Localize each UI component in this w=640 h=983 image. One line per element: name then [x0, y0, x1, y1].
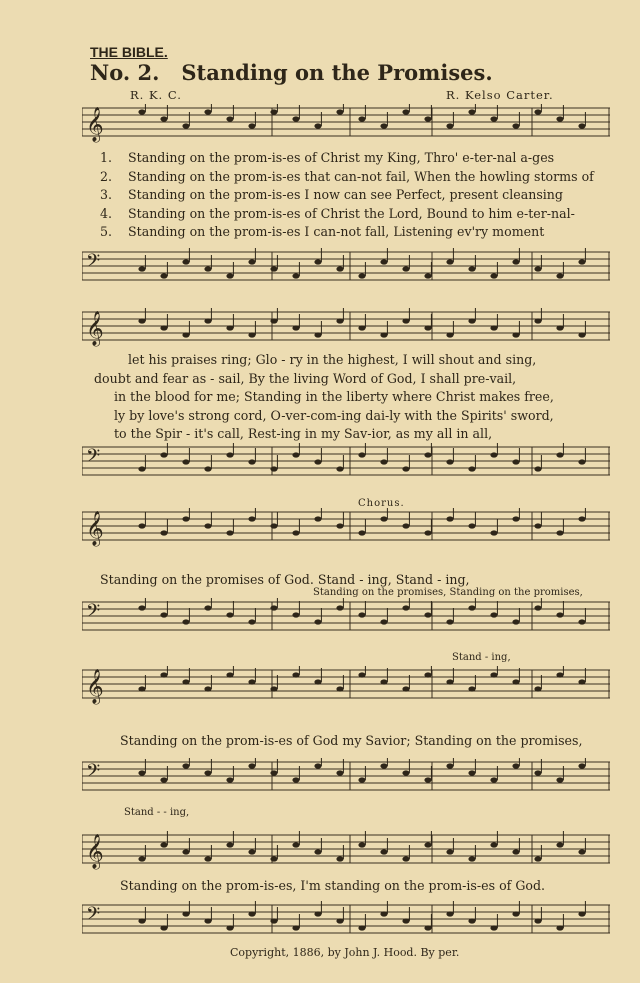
copyright: Copyright, 1886, by John J. Hood. By per. — [230, 946, 460, 959]
verse-lines-1 — [100, 150, 594, 243]
svg-text:𝄢: 𝄢 — [86, 446, 101, 471]
verse-3 — [100, 187, 594, 206]
verse-number: 5. — [100, 224, 113, 239]
svg-text:𝄞: 𝄞 — [86, 669, 104, 704]
verse-4-cont: ly by love's strong cord, O-ver-com-ing dai-ly with the Spirits' sword, — [114, 407, 554, 423]
svg-text:𝄢: 𝄢 — [86, 761, 101, 786]
bass-staff — [82, 248, 612, 288]
chorus-label: Chorus. — [358, 498, 405, 509]
verse-text: Standing on the prom-is-es I can-not fall, Listening ev'ry moment — [128, 224, 545, 239]
bass-staff — [82, 443, 612, 483]
verse-5 — [100, 224, 594, 243]
verse-number: 4. — [100, 205, 113, 221]
section-label: THE BIBLE. — [90, 44, 168, 60]
chorus-line-2: Standing on the prom-is-es of God my Savior; Standing on the promises, — [120, 733, 583, 748]
treble-staff — [82, 308, 612, 348]
svg-text:𝄞: 𝄞 — [86, 107, 104, 142]
verse-5-cont: to the Spir - it's call, Rest-ing in my Sav-ior, as my all in all, — [114, 426, 493, 441]
chorus-top-line-3: Stand - - ing, — [124, 807, 190, 818]
verse-number: 1. — [100, 150, 113, 165]
verse-4 — [100, 206, 594, 225]
chorus-line-3: Standing on the prom-is-es, I'm standing on the prom-is-es of God. — [120, 878, 546, 893]
bass-staff — [82, 901, 612, 941]
svg-text:𝄞: 𝄞 — [86, 311, 104, 346]
verse-3-cont: in the blood for me; Standing in the liberty where Christ makes free, — [114, 389, 554, 404]
verse-1-cont: let his praises ring; Glo - ry in the highest, I will shout and sing, — [128, 352, 537, 367]
treble-staff — [82, 508, 612, 548]
verse-text: Standing on the prom-is-es of Christ the Lord, Bound to him e-ter-nal- — [128, 205, 575, 221]
chorus-bass-line-1: Standing on the promises, Standing on the promises, — [313, 587, 583, 598]
verse-number: 3. — [100, 187, 113, 202]
svg-text:𝄢: 𝄢 — [86, 251, 101, 276]
verse-2-cont: doubt and fear as - sail, By the living Word of God, I shall pre-vail, — [94, 370, 517, 386]
treble-staff — [82, 104, 612, 144]
bass-staff — [82, 758, 612, 798]
svg-text:𝄢: 𝄢 — [86, 904, 101, 929]
hymn-title — [90, 60, 493, 85]
hymn-title-text: Standing on the Promises. — [181, 60, 493, 85]
hymn-number: No. 2. — [90, 60, 160, 85]
svg-text:𝄞: 𝄞 — [86, 511, 104, 546]
chorus-line-1: Standing on the promises of God. Stand - ing, Stand - ing, — [100, 572, 470, 587]
verse-1 — [100, 150, 594, 169]
verse-text: Standing on the prom-is-es I now can see Perfect, present cleansing — [128, 187, 563, 202]
verse-lines-2 — [94, 352, 554, 445]
verse-number: 2. — [100, 168, 113, 184]
verse-2 — [100, 169, 594, 188]
svg-text:𝄢: 𝄢 — [86, 601, 101, 626]
chorus-bass-line-2: Stand - ing, — [452, 652, 511, 663]
treble-staff — [82, 666, 612, 706]
svg-text:𝄞: 𝄞 — [86, 834, 104, 869]
treble-staff — [82, 831, 612, 871]
verse-text: Standing on the prom-is-es of Christ my King, Thro' e-ter-nal a-ges — [128, 150, 555, 165]
composer: R. Kelso Carter. — [446, 88, 554, 102]
verse-text: Standing on the prom-is-es that can-not fail, When the howling storms of — [128, 168, 594, 184]
bass-staff — [82, 598, 612, 638]
lyricist: R. K. C. — [130, 88, 182, 102]
